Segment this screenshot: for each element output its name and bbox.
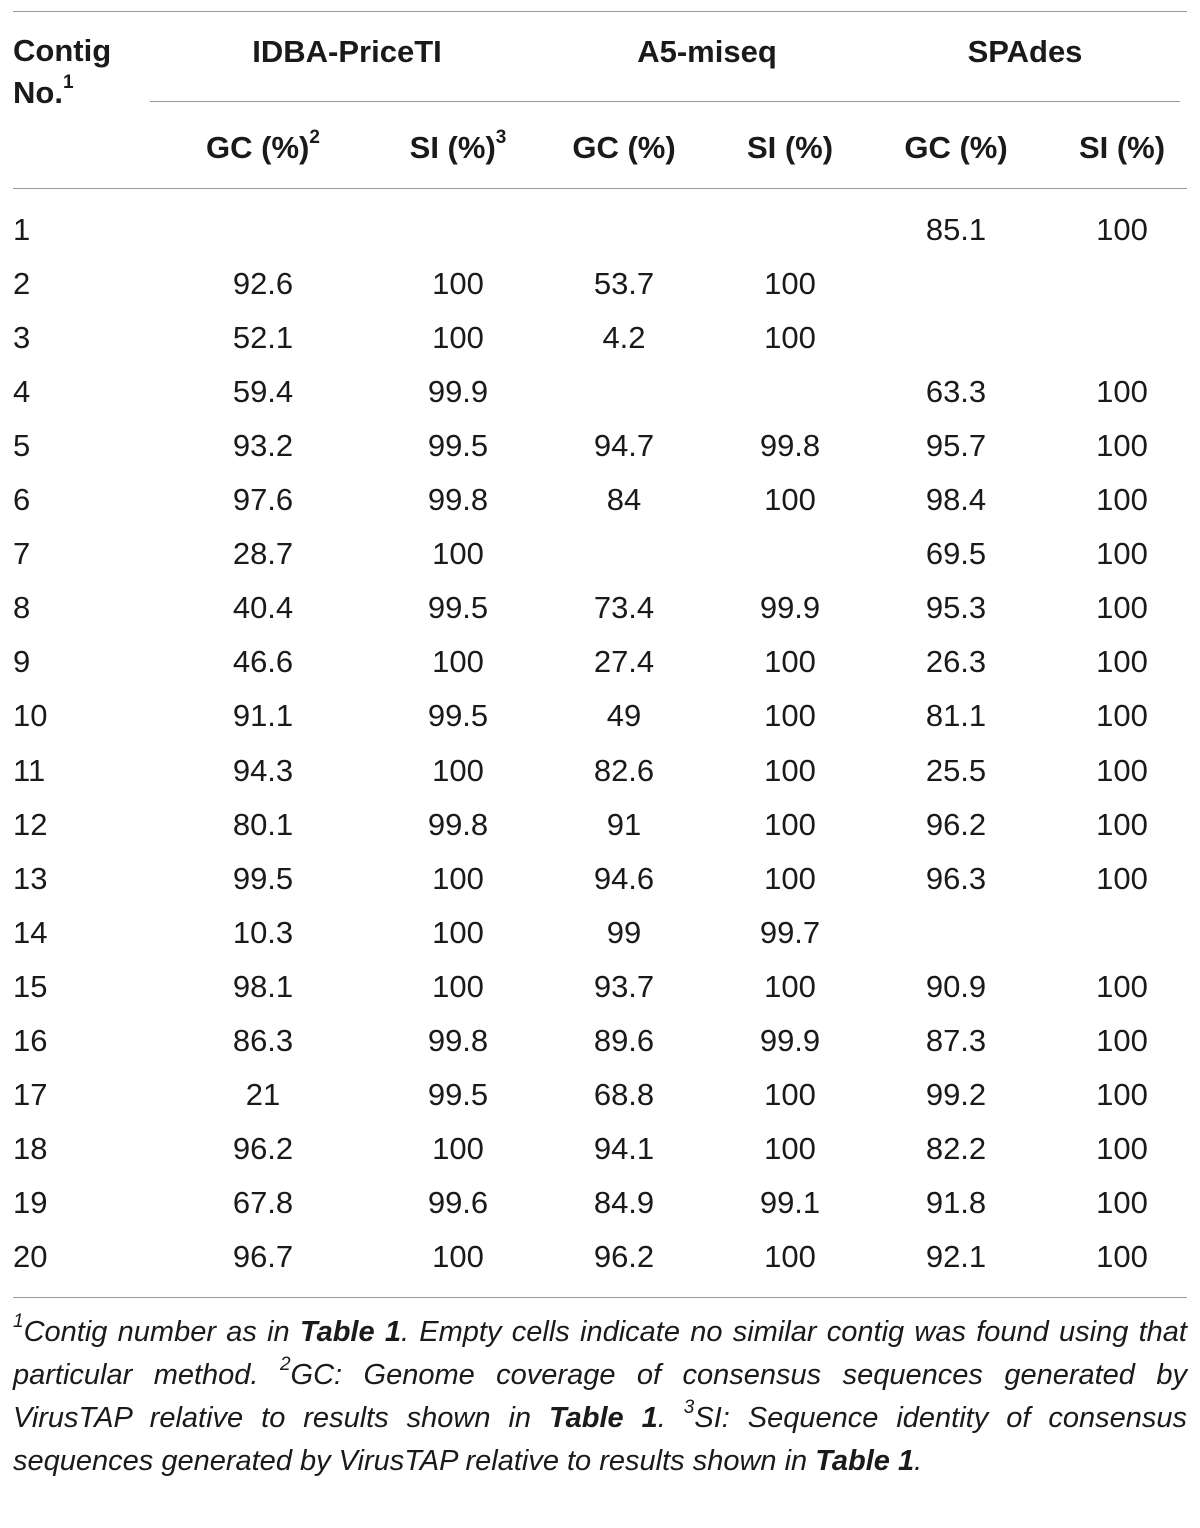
row-contig-number: 1 — [13, 212, 31, 247]
table-cell: 25.5 — [925, 752, 987, 788]
table-cell: 84.9 — [593, 1184, 655, 1220]
table-cell: 100 — [1096, 374, 1148, 410]
table-cell: 94.6 — [593, 860, 655, 896]
table-cell: 100 — [1096, 1022, 1148, 1058]
row-contig-number: 17 — [13, 1076, 48, 1112]
column-header-3 — [747, 129, 833, 167]
table-ref-1: Table 1 — [299, 1316, 401, 1348]
group-header-1: A5-miseq — [637, 34, 777, 69]
table-cell: 28.7 — [232, 536, 294, 572]
table-cell: 99.8 — [427, 806, 489, 842]
table-cell: 99 — [606, 914, 642, 950]
table-cell: 100 — [432, 536, 484, 572]
table-cell: 99.6 — [427, 1184, 489, 1220]
table-cell: 100 — [764, 806, 816, 842]
table-cell: 100 — [764, 968, 816, 1004]
row-contig-number: 5 — [13, 428, 31, 464]
column-header-5 — [1079, 129, 1165, 167]
table-cell: 21 — [245, 1076, 281, 1112]
table-cell: 93.7 — [593, 968, 655, 1004]
table-cell: 100 — [764, 860, 816, 896]
table-cell: 100 — [764, 1238, 816, 1274]
table-cell: 100 — [1096, 536, 1148, 572]
table-cell: 73.4 — [593, 590, 655, 626]
row-contig-number: 13 — [13, 860, 48, 896]
table-cell: 100 — [764, 752, 816, 788]
table-cell: 53.7 — [593, 266, 655, 302]
table-cell: 99.8 — [427, 1022, 489, 1058]
table-cell: 100 — [432, 266, 484, 302]
row-contig-number: 12 — [13, 806, 48, 842]
row-contig-number: 3 — [13, 320, 31, 356]
table-cell: 40.4 — [232, 590, 294, 626]
table-cell: 96.2 — [925, 806, 987, 842]
table-cell: 93.2 — [232, 428, 294, 464]
table-cell: 63.3 — [925, 374, 987, 410]
table-bottom-rule — [13, 1297, 1187, 1298]
footnote-mark-2: 2 — [279, 1354, 291, 1376]
table-cell: 97.6 — [232, 482, 294, 518]
table-cell: 100 — [764, 482, 816, 518]
table-cell: 96.2 — [232, 1130, 294, 1166]
column-header-0 — [206, 126, 320, 167]
table-cell: 100 — [1096, 698, 1148, 734]
table-cell: 4.2 — [602, 320, 646, 356]
table-cell: 94.1 — [593, 1130, 655, 1166]
column-header-label: GC (%) — [904, 130, 1008, 165]
table-cell: 100 — [1096, 968, 1148, 1004]
table-cell: 82.2 — [925, 1130, 987, 1166]
column-header-1 — [409, 126, 507, 167]
table-cell: 94.3 — [232, 752, 294, 788]
row-contig-number: 11 — [13, 752, 46, 788]
table-cell: 59.4 — [232, 374, 294, 410]
footnote-mark-1: 1 — [13, 1311, 24, 1333]
footnote-text-6: . — [914, 1445, 923, 1477]
group-header-2: SPAdes — [967, 34, 1083, 69]
table-cell: 95.7 — [925, 428, 987, 464]
table-cell: 46.6 — [232, 644, 294, 680]
table-cell: 100 — [432, 320, 484, 356]
table-cell: 99.5 — [427, 428, 489, 464]
table-ref-3: Table 1 — [815, 1445, 915, 1477]
column-header-label: GC (%) — [206, 130, 310, 165]
row-contig-number: 7 — [13, 536, 31, 572]
column-header-footnote-mark: 3 — [495, 126, 507, 148]
table-cell: 100 — [764, 644, 816, 680]
table-cell: 91 — [606, 806, 642, 842]
header-bottom-rule — [13, 188, 1187, 189]
table-cell: 81.1 — [925, 698, 987, 734]
table-cell: 26.3 — [925, 644, 987, 680]
table-cell: 99.5 — [427, 590, 489, 626]
table-cell: 100 — [1096, 428, 1148, 464]
footnote-text-3: GC: Genome coverage of consensus sequences generated by VirusTAP relative to results shown in — [13, 1359, 1188, 1434]
row-contig-number: 16 — [13, 1022, 48, 1058]
table-cell: 100 — [1096, 752, 1148, 788]
table-cell: 94.7 — [593, 428, 655, 464]
footnote-text-1: Contig number as in — [23, 1316, 300, 1348]
table-ref-2: Table 1 — [548, 1402, 658, 1434]
table-cell: 100 — [1096, 806, 1148, 842]
table-cell: 100 — [764, 698, 816, 734]
row-contig-number: 4 — [13, 374, 31, 410]
table-cell: 100 — [1096, 860, 1148, 896]
table-cell: 100 — [1096, 1184, 1148, 1220]
table-cell: 100 — [1096, 1130, 1148, 1166]
table-cell: 67.8 — [232, 1184, 294, 1220]
table-cell: 100 — [432, 968, 484, 1004]
table-cell: 99.8 — [759, 428, 821, 464]
table-cell: 52.1 — [232, 320, 294, 356]
column-header-label: SI (%) — [746, 130, 834, 165]
table-cell: 96.3 — [925, 860, 987, 896]
row-contig-number: 15 — [13, 968, 48, 1004]
table-cell: 99.7 — [759, 914, 821, 950]
row-contig-number: 6 — [13, 482, 31, 518]
table-cell: 68.8 — [593, 1076, 655, 1112]
table-cell: 86.3 — [232, 1022, 294, 1058]
table-cell: 99.9 — [427, 374, 489, 410]
table-cell: 89.6 — [593, 1022, 655, 1058]
table-cell: 100 — [764, 320, 816, 356]
column-header-label: GC (%) — [572, 130, 676, 165]
table-cell: 98.1 — [232, 968, 294, 1004]
contig-header-footnote-mark: 1 — [62, 71, 74, 93]
table-cell: 100 — [1096, 1238, 1148, 1274]
table-cell: 98.4 — [925, 482, 987, 518]
table-cell: 100 — [1096, 590, 1148, 626]
contig-header-line2: No.$^1$ — [13, 71, 74, 110]
table-cell: 100 — [1096, 482, 1148, 518]
table-cell: 87.3 — [925, 1022, 987, 1058]
table-cell: 80.1 — [232, 806, 294, 842]
table-cell: 100 — [764, 1130, 816, 1166]
table-cell: 99.2 — [925, 1076, 987, 1112]
column-header-label: SI (%) — [1078, 130, 1166, 165]
footnote-mark-3: 3 — [683, 1397, 695, 1419]
table-cell: 100 — [1096, 212, 1148, 247]
contig-header — [13, 32, 111, 112]
row-contig-number: 20 — [13, 1238, 48, 1274]
column-header-2 — [572, 129, 675, 167]
table-cell: 100 — [764, 1076, 816, 1112]
table-footnote — [13, 1311, 1187, 1483]
footnote-text-4: . — [657, 1402, 684, 1434]
table-cell: 27.4 — [593, 644, 655, 680]
column-header-footnote-mark: 2 — [309, 126, 320, 148]
table-cell: 92.6 — [232, 266, 294, 302]
table-cell: 99.9 — [759, 590, 821, 626]
table-cell: 100 — [1096, 644, 1148, 680]
table-cell: 90.9 — [925, 968, 987, 1004]
table-cell: 96.2 — [593, 1238, 655, 1274]
table-cell: 99.5 — [427, 698, 489, 734]
table-cell: 92.1 — [925, 1238, 987, 1274]
table-cell: 100 — [432, 1238, 484, 1274]
table-cell: 100 — [764, 266, 816, 302]
table-cell: 49 — [606, 698, 642, 734]
table-top-rule — [13, 11, 1187, 12]
row-contig-number: 9 — [13, 644, 31, 680]
table-cell: 100 — [432, 914, 484, 950]
row-contig-number: 18 — [13, 1130, 48, 1166]
contig-header-line1: Contig — [13, 33, 112, 68]
table-cell: 99.8 — [427, 482, 489, 518]
table-cell: 99.5 — [232, 860, 294, 896]
footnote-text-5: SI: Sequence identity of consensus sequences generated by VirusTAP relative to results shown in — [13, 1402, 1187, 1477]
row-contig-number: 19 — [13, 1184, 48, 1220]
table-cell: 99.1 — [759, 1184, 821, 1220]
table-cell: 91.1 — [232, 698, 294, 734]
row-contig-number: 8 — [13, 590, 31, 626]
table-cell: 100 — [432, 860, 484, 896]
table-cell: 100 — [432, 752, 484, 788]
group-header-rule — [150, 101, 1180, 102]
column-header-label: SI (%) — [409, 130, 496, 165]
table-cell: 91.8 — [925, 1184, 987, 1220]
table-cell: 100 — [432, 1130, 484, 1166]
row-contig-number: 14 — [13, 914, 48, 950]
table-cell: 99.5 — [427, 1076, 489, 1112]
row-contig-number: 10 — [13, 698, 48, 734]
table-cell: 10.3 — [232, 914, 294, 950]
table-cell: 100 — [1096, 1076, 1148, 1112]
table-cell: 85.1 — [925, 212, 987, 247]
table-cell: 69.5 — [925, 536, 987, 572]
footnote-text-2: . Empty cells indicate no similar contig was found using that particular method. — [13, 1316, 1187, 1391]
table-cell: 82.6 — [593, 752, 655, 788]
table-cell: 96.7 — [232, 1238, 294, 1274]
column-header-4 — [904, 129, 1007, 167]
table-cell: 100 — [432, 644, 484, 680]
table-cell: 95.3 — [925, 590, 987, 626]
table-cell: 84 — [606, 482, 642, 518]
group-header-0: IDBA-PriceTI — [252, 34, 442, 69]
row-contig-number: 2 — [13, 266, 31, 302]
table-cell: 99.9 — [759, 1022, 821, 1058]
